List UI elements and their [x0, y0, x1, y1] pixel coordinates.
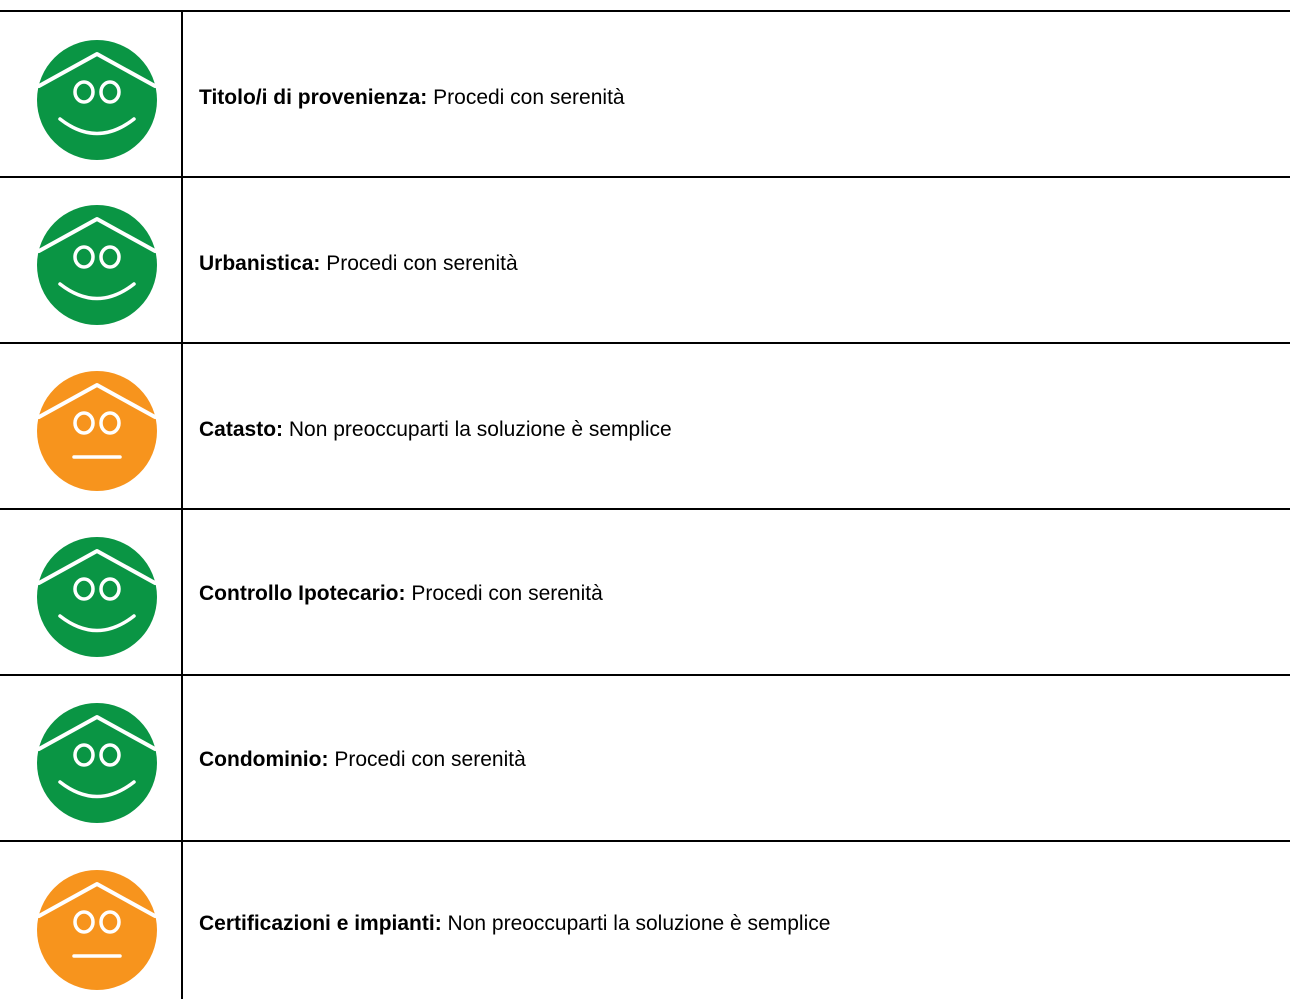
row-status-text: Procedi con serenità: [334, 748, 526, 771]
row-label: Controllo Ipotecario:: [199, 582, 406, 605]
row-status-text: Procedi con serenità: [433, 86, 625, 109]
table-row: [0, 10, 1290, 176]
row-text: [199, 417, 672, 443]
face-disc: [37, 537, 157, 657]
table-row: [0, 342, 1290, 508]
row-label: Titolo/i di provenienza:: [199, 86, 428, 109]
row-label: Condominio:: [199, 748, 329, 771]
smiley-house-happy-icon: [37, 703, 157, 823]
smiley-house-happy-icon: [37, 205, 157, 325]
face-disc: [37, 371, 157, 491]
smiley-house-happy-icon: [37, 537, 157, 657]
row-text: [199, 251, 518, 277]
smiley-house-neutral-icon: [37, 371, 157, 491]
table-row: [0, 176, 1290, 342]
row-label: Certificazioni e impianti:: [199, 912, 442, 935]
row-label: Urbanistica:: [199, 252, 321, 275]
smiley-house-neutral-icon: [37, 870, 157, 990]
face-disc: [37, 40, 157, 160]
row-status-text: Non preoccuparti la soluzione è semplice: [447, 912, 831, 935]
row-status-text: Procedi con serenità: [411, 582, 603, 605]
row-label: Catasto:: [199, 418, 284, 441]
row-text: [199, 911, 830, 937]
table-row: [0, 840, 1290, 1006]
row-text: [199, 85, 625, 111]
face-disc: [37, 703, 157, 823]
table-row: [0, 674, 1290, 840]
row-status-text: Non preoccuparti la soluzione è semplice: [288, 418, 672, 441]
face-disc: [37, 205, 157, 325]
row-status-text: Procedi con serenità: [326, 252, 518, 275]
row-text: [199, 747, 526, 773]
row-text: [199, 581, 603, 607]
smiley-house-happy-icon: [37, 40, 157, 160]
face-disc: [37, 870, 157, 990]
table-row: [0, 508, 1290, 674]
